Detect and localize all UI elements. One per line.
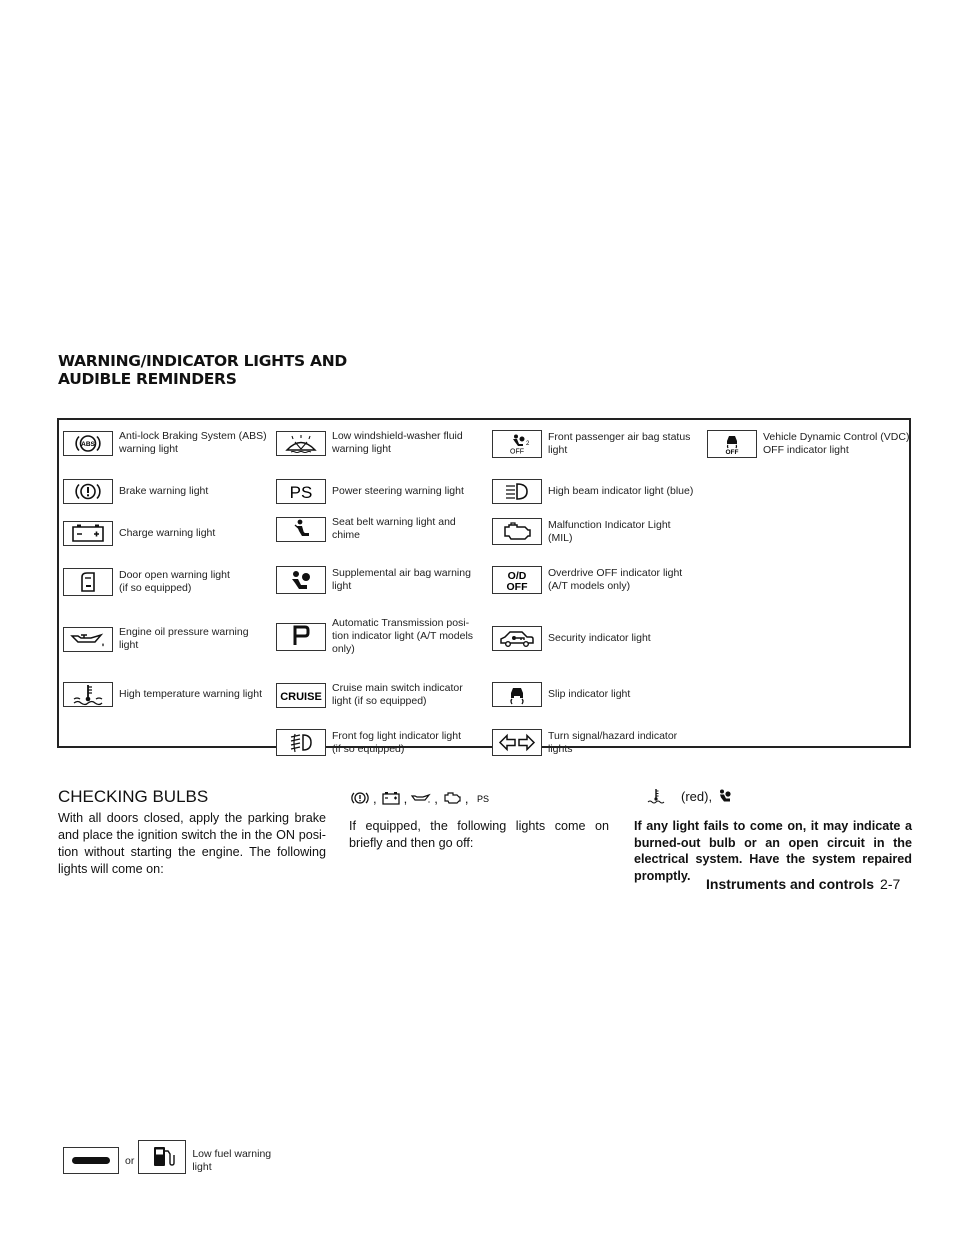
- light-abs: ABS Anti-lock Braking System (ABS) warning light: [63, 430, 277, 456]
- light-passenger-airbag-status: 2 OFF Front passenger air bag status light: [492, 430, 706, 458]
- airbag-icon: [281, 570, 321, 591]
- brief-lights-icons: , , , , PS: [349, 790, 494, 806]
- fuel-bar-icon: [71, 1150, 111, 1171]
- power-steering-icon: [281, 481, 321, 502]
- engine-icon: [497, 521, 537, 542]
- fuel-pump-icon: [142, 1146, 182, 1167]
- page-heading: WARNING/INDICATOR LIGHTS AND AUDIBLE REMINDERS: [58, 352, 347, 388]
- vdc-off-icon: [712, 434, 752, 455]
- light-transmission-position: Automatic Transmission posi- tion indicator light (A/T models only): [276, 617, 490, 656]
- light-cruise: CRUISE Cruise main switch indicator light (if so equipped): [276, 682, 490, 708]
- oil-pressure-icon: [68, 629, 108, 650]
- light-slip: Slip indicator light: [492, 682, 706, 707]
- light-high-beam: High beam indicator light (blue): [492, 479, 706, 504]
- light-door-open: Door open warning light (if so equipped): [63, 568, 277, 596]
- bulb-failure-warning: If any light fails to come on, it may indicate a burned-out bulb or an open circuit in the electrical system. Have the system repaired promptly.: [634, 819, 912, 883]
- red-lights-line: (red),: [645, 788, 736, 804]
- light-charge: Charge warning light: [63, 521, 277, 546]
- seat-belt-icon: [281, 519, 321, 540]
- airbag-icon: [715, 789, 735, 803]
- front-fog-icon: [281, 732, 321, 753]
- light-overdrive-off: O/D OFF Overdrive OFF indicator light (A/T models only): [492, 566, 706, 594]
- svg-text:PS: PS: [289, 483, 313, 502]
- section-title: CHECKING BULBS: [58, 787, 209, 806]
- light-security: Security indicator light: [492, 626, 706, 651]
- light-turn-signal: Turn signal/hazard indicator lights: [492, 729, 706, 756]
- svg-text:O/D: O/D: [507, 569, 527, 582]
- brake-icon: [68, 481, 108, 502]
- light-high-temperature: High temperature warning light: [63, 682, 277, 707]
- svg-text:CRUISE: CRUISE: [280, 690, 322, 703]
- engine-icon: [442, 791, 462, 805]
- light-low-fuel: or Low fuel warning light: [63, 1147, 282, 1174]
- svg-text:PS: PS: [476, 794, 489, 804]
- passenger-airbag-off-icon: [497, 434, 537, 455]
- light-washer-fluid: Low windshield-washer fluid warning light: [276, 430, 490, 456]
- light-front-fog: Front fog light indicator light (if so equipped): [276, 729, 490, 756]
- light-brake: Brake warning light: [63, 479, 277, 504]
- high-temperature-icon: [68, 684, 108, 705]
- high-beam-icon: [497, 481, 537, 502]
- security-icon: [497, 628, 537, 649]
- slip-icon: [497, 684, 537, 705]
- battery-icon: [68, 523, 108, 544]
- door-open-icon: [68, 572, 108, 593]
- light-oil-pressure: Engine oil pressure warning light: [63, 626, 277, 652]
- high-temperature-icon: [646, 789, 666, 803]
- transmission-position-icon: [281, 626, 321, 647]
- svg-text:ABS: ABS: [81, 440, 95, 448]
- turn-signal-icon: [497, 732, 537, 753]
- light-power-steering: PS Power steering warning light: [276, 479, 490, 504]
- light-vdc-off: OFF Vehicle Dynamic Control (VDC) OFF indicator light: [707, 430, 948, 458]
- svg-text:2: 2: [526, 440, 530, 447]
- light-airbag: Supplemental air bag warning light: [276, 566, 490, 594]
- oil-pressure-icon: [411, 791, 431, 805]
- page-footer: Instruments and controls 2-7: [706, 876, 901, 892]
- light-malfunction-indicator: Malfunction Indicator Light (MIL): [492, 518, 706, 545]
- battery-icon: [381, 791, 401, 805]
- washer-fluid-icon: [281, 433, 321, 454]
- svg-text:OFF: OFF: [506, 580, 528, 593]
- overdrive-off-icon: [497, 570, 537, 591]
- cruise-icon: [281, 685, 321, 706]
- power-steering-icon: [473, 791, 493, 805]
- checking-paragraph-2: If equipped, the following lights come on briefly and then go off:: [349, 819, 609, 850]
- abs-icon: [68, 433, 108, 454]
- svg-text:OFF: OFF: [510, 448, 524, 455]
- light-seat-belt: Seat belt warning light and chime: [276, 516, 490, 542]
- checking-paragraph-1: With all doors closed, apply the parking brake and place the ignition switch the in the ON posi-tion without starting the engine. The following lights will come on:: [58, 811, 326, 876]
- brake-icon: [350, 791, 370, 805]
- svg-text:OFF: OFF: [725, 448, 739, 456]
